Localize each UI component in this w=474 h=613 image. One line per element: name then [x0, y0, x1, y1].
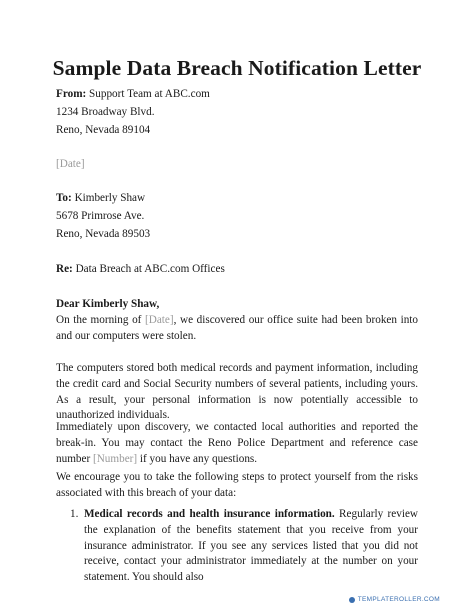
from-name: Support Team at ABC.com: [86, 88, 210, 100]
list-item-text: Regularly review the explanation of the benefits statement that you receive from your insurance administrator. If you see any services listed that you did not receive, contact your administrator immediately at the number on your statement. You should also: [84, 508, 418, 584]
to-name: Kimberly Shaw: [71, 192, 146, 204]
from-line: [56, 87, 210, 101]
list-item: [84, 507, 418, 586]
paragraph-4: We encourage you to take the following steps to protect yourself from the risks associated with this breach of your data:: [56, 471, 418, 499]
from-label: From:: [56, 88, 87, 100]
footer-text: TEMPLATEROLLER.COM: [357, 596, 440, 603]
re-text: Data Breach at ABC.com Offices: [72, 263, 225, 275]
footer-brand[interactable]: [349, 596, 440, 603]
salutation: Dear Kimberly Shaw,: [56, 298, 160, 310]
date-line: [Date]: [56, 158, 85, 170]
from-address-1: 1234 Broadway Blvd.: [56, 106, 155, 118]
list-item-heading: Medical records and health insurance information.: [84, 508, 335, 520]
re-line: [56, 262, 225, 276]
paragraph-2: The computers stored both medical records and payment information, including the credit card and Social Security numbers of several patients, including yours. As a result, your personal information is now potentially accessible to unauthorized individuals.: [56, 362, 418, 422]
to-address-1: 5678 Primrose Ave.: [56, 210, 145, 222]
to-label: To:: [56, 192, 72, 204]
list-item-number: 1.: [70, 508, 79, 520]
paragraph-1: On the morning of [Date], we discovered our office suite had been broken into and our computers were stolen.: [56, 314, 419, 342]
date-placeholder-inline: Date: [148, 314, 170, 326]
paragraph-3: Immediately upon discovery, we contacted local authorities and reported the break-in. You may contact the Reno Police Department and reference case number [Number] if you have any questions.: [56, 421, 418, 465]
to-line: [56, 191, 145, 205]
from-address-2: Reno, Nevada 89104: [56, 124, 151, 136]
date-placeholder: Date: [59, 158, 81, 170]
to-address-2: Reno, Nevada 89503: [56, 228, 151, 240]
number-placeholder: Number: [96, 452, 134, 465]
document-title: Sample Data Breach Notification Letter: [52, 56, 422, 80]
re-label: Re:: [56, 263, 73, 275]
templateroller-logo-icon: [349, 597, 355, 603]
